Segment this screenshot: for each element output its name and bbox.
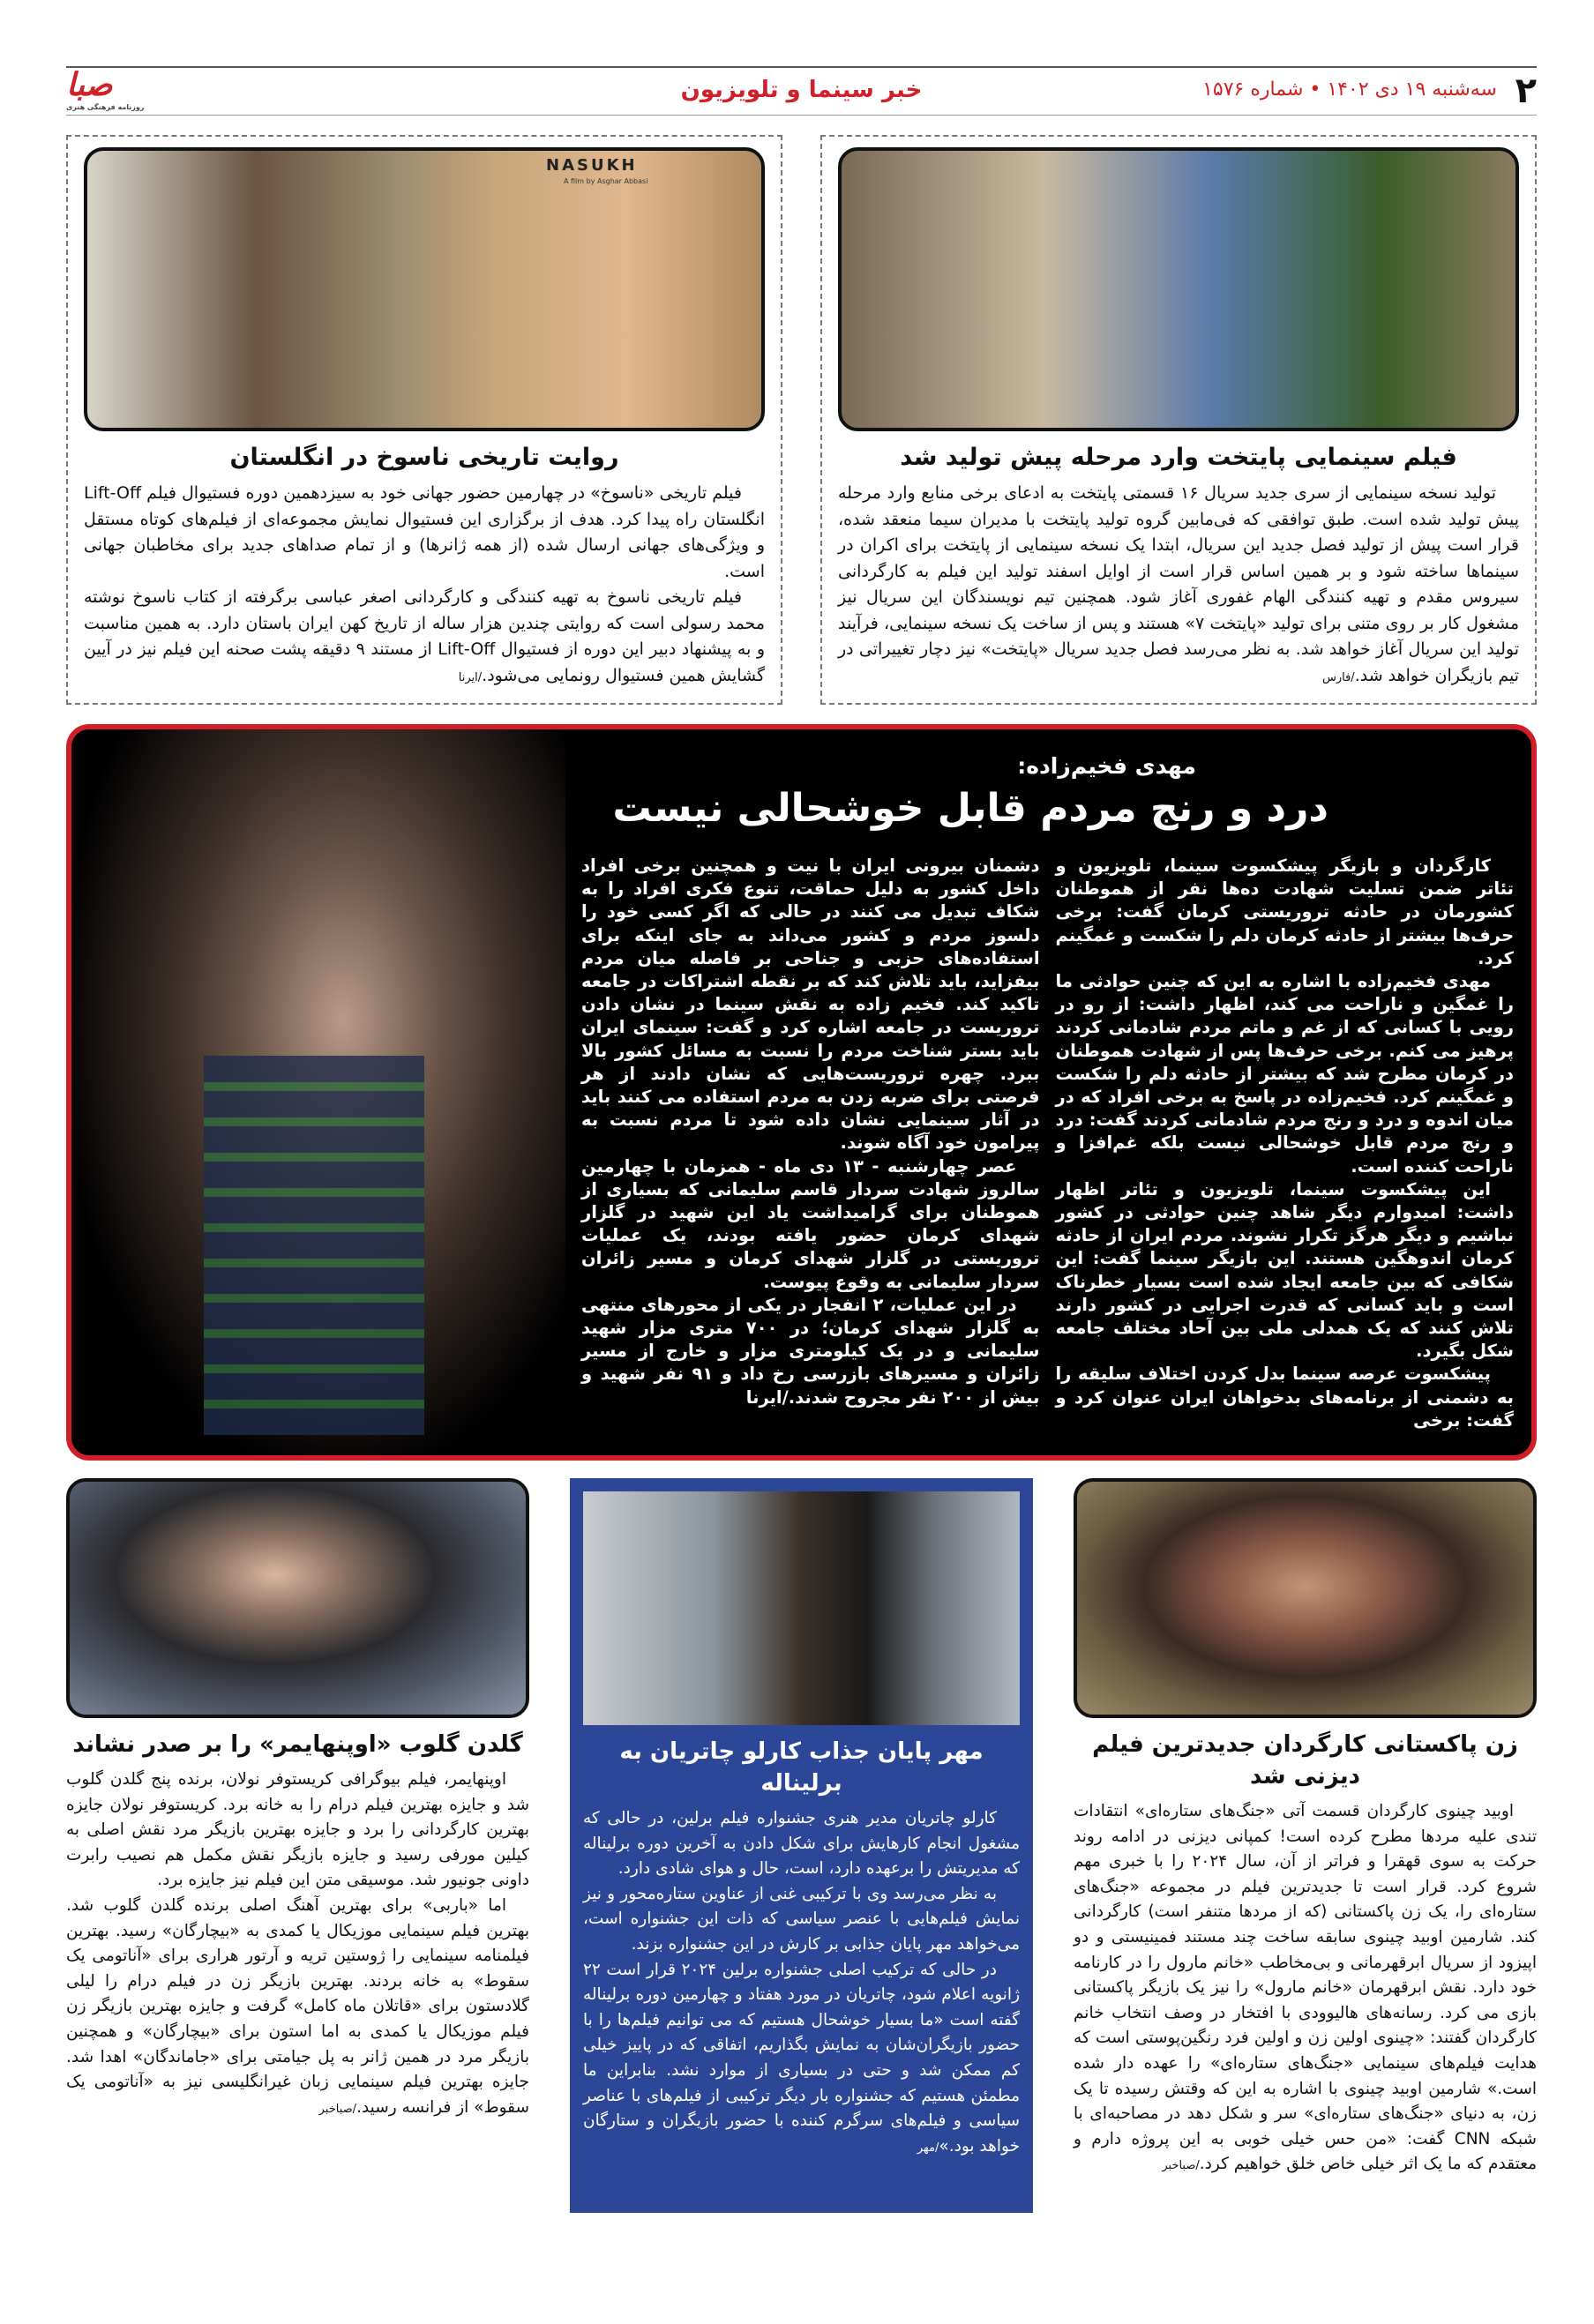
scarf [204, 1056, 424, 1435]
top-stories [66, 116, 1537, 705]
newspaper-logo: صبا روزنامه فرهنگی هنری [66, 67, 145, 111]
article-body: تولید نسخه سینمایی از سری جدید سریال ۱۶ قسمتی پایتخت به ادعای برخی منابع وارد مرحله پیش تولید شده است. طبق توافقی که فی‌مابین گروه تولید پایتخت با مدیران سیما منعقد شده، قرار است پیش از تولید فصل جدید این سریال، ابتدا یک نسخه سینمایی از پایتخت برای اکران در سینماها ساخته شود و بر همین اساس قرار است از اوایل اسفند تولید این فیلم به کارگردانی سیروس مقدم و تهیه کنندگی الهام غفوری آغاز شود. همچنین تیم نویسندگان این سریال نیز مشغول کار بر روی متنی برای تولید «پایتخت ۷» هستند و پس از ساخت یک نسخه سینمایی، فرآیند تولید این سریال آغاز خواهد شد. به نظر می‌رسد فصل جدید سریال «پایتخت» نیز دچار تغییراتی در تیم بازیگران خواهد شد./فارس [838, 483, 1519, 685]
main-column-left: دشمنان بیرونی ایران با نیت و همچنین برخی افراد داخل کشور به دلیل حماقت، تنوع فکری افراد را به شکاف تبدیل می کنند در حالی که اگر کسی خود را دلسوز مردم و کشور می‌داند به جای اینکه برای استفاده‌های حزبی و جناحی بر فاصله میان مردم بیفزاید، باید تلاش کند که بر نقطه اشتراکات در جامعه تاکید کند. فخیم زاده به نقش سینما در نشان دادن تروریست در جامعه اشاره کرد و گفت: سینمای ایران باید بستر شناخت مردم را نسبت به مسائل کشور بالا ببرد. چهره تروریست‌هایی که نشان دادند از هر فرصتی برای ضربه زدن به مردم استفاده می کنند باید در آثار سینمایی نشان داده شود تا مردم نسبت به پیرامون خود آگاه شوند. عصر چهارشنبه - ۱۳ دی ماه - همزمان با چهارمین سالروز شهادت سردار قاسم سلیمانی که بسیاری از هموطنان برای گرامیداشت یاد این شهید در گلزار شهدای کرمان حضور یافته بودند، یک عملیات تروریستی در گلزار شهدای کرمان و مسیر زائران سردار سلیمانی به وقوع پیوست. در این عملیات، ۲ انفجار در یکی از محورهای منتهی به گلزار شهدای کرمان؛ در ۷۰۰ متری مزار شهید سلیمانی و در یک کیلومتری مزار و خارج از مسیر زائران و مسیرهای بازرسی رخ داد و ۹۱ نفر شهید و بیش از ۲۰۰ نفر مجروح شدند./ایرنا [581, 856, 1040, 1408]
feature-article-fakhimzadeh [66, 724, 1537, 1461]
headline: فیلم سینمایی پایتخت وارد مرحله پیش تولید شد [900, 444, 1457, 471]
headline: روایت تاریخی ناسوخ در انگلستان [229, 444, 619, 471]
photo-carlo-chatrian [583, 1491, 1020, 1725]
main-column-right: کارگردان و بازیگر پیشکسوت سینما، تلویزیون و تئاتر ضمن تسلیت شهادت ده‌ها نفر از هموطنان کشورمان در حادثه تروریستی کرمان گفت: برخی حرف‌ها بیشتر از حادثه کرمان دلم را شکست و غمگینم کرد. مهدی فخیم‌زاده با اشاره به این که چنین حوادثی ما را غمگین و ناراحت می کند، اظهار داشت: از رو در رویی با کسانی که از غم و ماتم مردم شادمانی کردند پرهیز می کنم. برخی حرف‌ها پس از شهادت هموطنان در کرمان مطرح شد که بیشتر از حادثه دلم را شکست و غمگینم کرد. فخیم‌زاده در پاسخ به برخی افراد که در میان اندوه و درد و رنج مردم شادمانی کردند گفت: درد و رنج مردم قابل خوشحالی نیست بلکه غم‌افزا و ناراحت کننده است. این پیشکسوت سینما، تلویزیون و تئاتر اظهار داشت: امیدوارم دیگر شاهد چنین حوادثی در کشور نباشیم و دیگر هرگز تکرار نشوند. مردم ایران از حادثه کرمان اندوهگین هستند. این بازیگر سینما گفت: این شکافی که بین جامعه ایجاد شده است بسیار خطرناک است و باید کسانی که قدرت اجرایی در کشور دارند تلاش کنند که یک همدلی ملی بین آحاد مختلف جامعه شکل بگیرد. پیشکسوت عرصه سینما بدل کردن اختلاف سلیقه را به دشمنی از برنامه‌های بدخواهان ایران عنوان کرد و گفت: برخی [1055, 856, 1514, 1431]
article-box-nasukh [66, 135, 782, 705]
feature-columns [581, 855, 1514, 1432]
headline: زن پاکستانی کارگردان جدیدترین فیلم دیزنی شد [1092, 1731, 1518, 1790]
section-title: خبر سینما و تلویزیون [680, 77, 923, 103]
article-box-berlinale [570, 1478, 1033, 2213]
kicker: مهدی فخیم‌زاده: [1017, 753, 1196, 779]
poster-title: NASUKH [546, 156, 638, 175]
newspaper-page [0, 66, 1594, 2239]
headline: مهر پایان جذاب کارلو چاتریان به برلیناله [619, 1738, 984, 1797]
article-body: فیلم تاریخی «ناسوخ» در چهارمین حضور جهانی خود به سیزدهمین دوره فستیوال فیلم Lift-Off انگلستان راه پیدا کرد. هدف از برگزاری این فستیوال نمایش مجموعه‌ای از فیلم‌های کوتاه مستقل و ویژگی‌های جهانی ارسال شده (از همه ژانرها) و از تمام صداهای جدید برای مخاطبان جهانی است. فیلم تاریخی ناسوخ به تهیه کنندگی و کارگردانی اصغر عباسی برگرفته از کتاب ناسوخ نوشته محمد رسولی است که روایتی چندین هزار ساله از تاریخ کهن ایران باستان دارد. به همین مناسبت و به پیشنهاد دبیر این دوره از فستیوال Lift-Off از مستند ۹ دقیقه پشت صحنه این فیلم نیز در آیین گشایش همین فستیوال رونمایی می‌شود./ایرنا [84, 483, 766, 685]
article-body: کارلو چاتریان مدیر هنری جشنواره فیلم برلین، در حالی که مشغول انجام کارهایش برای شکل دادن به آخرین دوره برلیناله که مدیریتش را برعهده دارد، است، حال و هوای شادی دارد. به نظر می‌رسد وی با ترکیبی غنی از عناوین ستاره‌محور و نیز نمایش فیلم‌هایی با عنصر سیاسی که ذات این جشنواره است، می‌خواهد مهر پایان جذابی بر کارش در این جشنواره بزند. در حالی که ترکیب اصلی جشنواره برلین ۲۰۲۴ قرار است ۲۲ ژانویه اعلام شود، چاتریان در مورد هفتاد و چهارمین دوره برلیناله گفته است «ما بسیار خوشحال هستیم که می توانیم فیلم‌ها را با حضور بازیگران‌شان به نمایش بگذاریم، اتفاقی که در پاییز خیلی کم ممکن شد و حتی در بسیاری از موارد نشد. بنابراین ما مطمئن هستیم که جشنواره بار دیگر ترکیبی از فیلم‌های با عناصر سیاسی و فیلم‌های سرگرم کننده با حضور بازیگران و ستارگان خواهد بود.»/مهر [583, 1809, 1020, 2156]
article-body: اوبید چینوی کارگردان قسمت آتی «جنگ‌های ستاره‌ای» انتقادات تندی علیه مردها مطرح کرده است! کمپانی دیزنی در ادامه روند حرکت به سوی قهقرا و فراتر از آن، سال ۲۰۲۴ را با خبری مهم شروع کرد. قرار است تا جدیدترین فیلم در مجموعه «جنگ‌های ستاره‌ای را، یک زن پاکستانی (که از مردها متنفر است) کارگردانی کند. شارمین اوبید چینوی سابقه ساخت چند مستند فمینیستی و دو اپیزود از سریال ابرقهرمانی و بی‌مخاطب «خانم مارول را در کارنامه خود دارد. نقش ابرقهرمان «خانم مارول» را نیز یک بازیگر پاکستانی بازی می کرد. رسانه‌های هالیوودی با افتخار در وصف انتخاب خانم کارگردان گفتند: «چینوی اولین زن و اولین فرد رنگین‌پوستی است که هدایت فیلم‌های سینمایی «جنگ‌های ستاره‌ای» را عهده دار شده است.» شارمین اوبید چینوی با اشاره به این که وقتش رسیده تا یک زن، به دنیای «جنگ‌های ستاره‌ای» سر و شکل دهد در مصاحبه‌ای با شبکه CNN گفت: «من حس خیلی خوبی به این پروژه دارم و معتقدم که ما یک اثر خیلی خاص خلق خواهیم کرد./صباخبر [1074, 1802, 1537, 2174]
photo-mehdi-fakhimzadeh [71, 729, 565, 1455]
photo-sharmeen-obaid-chinoy [1074, 1478, 1537, 1718]
article-golden-globe [66, 1478, 529, 2122]
photo-paytakht-cast [838, 147, 1519, 431]
article-box-paytakht [820, 135, 1537, 705]
photo-christopher-nolan [66, 1478, 529, 1718]
main-headline: درد و رنج مردم قابل خوشحالی نیست [612, 786, 1328, 831]
article-body: اوپنهایمر، فیلم بیوگرافی کریستوفر نولان، برنده پنج گلدن گلوب شد و جایزه بهترین فیلم درام را به خانه برد. کریستوفر نولان جایزه بهترین کارگردانی را برد و جایزه بهترین بازیگر مرد نقش اصلی به کیلین مورفی رسید و جایزه بازیگر نقش مکمل هم نصیب رابرت داونی جونیور شد. موسیقی متن این فیلم نیز جایزه برد. اما «باربی» برای بهترین آهنگ اصلی برنده گلدن گلوب شد. بهترین فیلم سینمایی موزیکال یا کمدی به «بیچارگان» رسید. بهترین فیلمنامه سینمایی را ژوستین تریه و آرتور هراری برای «آناتومی یک سقوط» به خانه بردند. بهترین بازیگر زن در فیلم درام را لیلی گلادستون برای «قاتلان ماه کامل» گرفت و جایزه بهترین بازیگر زن فیلم موزیکال یا کمدی به اما استون برای «بیچارگان» و همچنین بازیگر مرد در همین ژانر به پل جیامتی برای «جاماندگان» اهدا شد. جایزه بهترین فیلم سینمایی زبان غیرانگلیسی نیز به «آناتومی یک سقوط» از فرانسه رسید./صباخبر [66, 1770, 529, 2117]
bottom-stories [66, 1478, 1537, 2213]
issue-date: سه‌شنبه ۱۹ دی ۱۴۰۲ • شماره ۱۵۷۶ [1202, 78, 1497, 101]
feature-text-area [565, 729, 1531, 1455]
article-disney-director [1074, 1478, 1537, 2179]
headline: گلدن گلوب «اوپنهایمر» را بر صدر نشاند [72, 1731, 523, 1759]
page-header [66, 66, 1537, 116]
page-number: ۲ [1515, 71, 1537, 111]
photo-nasukh-poster [84, 147, 765, 431]
poster-subtitle: A film by Asghar Abbasi [564, 177, 648, 185]
